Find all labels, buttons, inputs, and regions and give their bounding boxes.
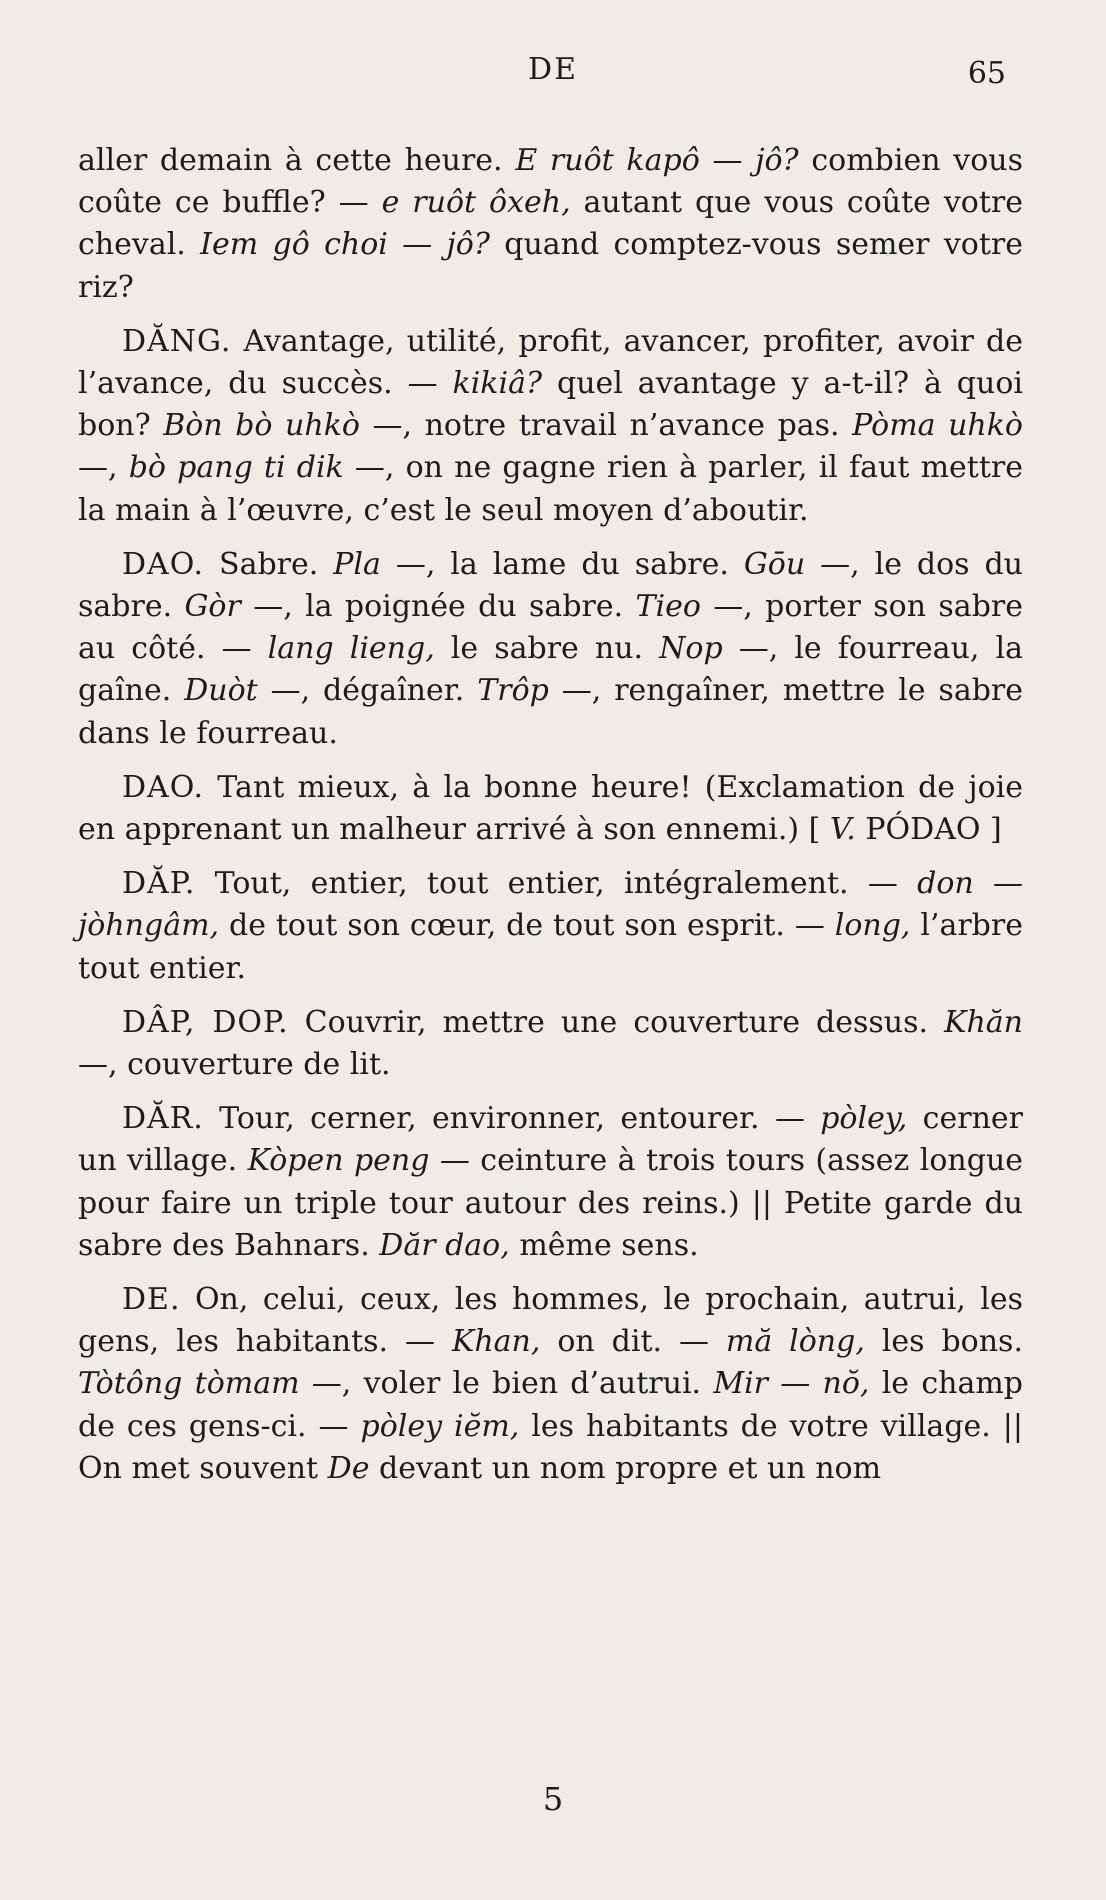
bahnar-term: lang lieng, [267, 631, 435, 667]
definition-text: PÓDAO ] [855, 812, 1002, 848]
bahnar-term: long, [834, 908, 911, 944]
bahnar-term: pòley iĕm, [360, 1408, 520, 1444]
bahnar-term: Khăn [944, 1004, 1024, 1040]
definition-text: l’arbre tout entier. [78, 908, 1023, 986]
definition-text: —, on ne gagne rien à parler, il faut mettre la main à l’œuvre, c’est le seul moyen d’aboutir. [78, 450, 1023, 528]
definition-text: Sabre. [204, 546, 334, 582]
definition-text: Couvrir, mettre une couverture dessus. [288, 1004, 945, 1040]
definition-text: Tour, cerner, environner, entourer. — [203, 1101, 821, 1137]
dictionary-entry [78, 321, 1023, 532]
definition-text: —, le fourreau, la gaîne. [78, 631, 1023, 709]
entry-headword: DĂNG. [122, 323, 232, 359]
definition-text: autant que vous coûte votre cheval. [78, 185, 1023, 263]
definition-text: —, [78, 450, 129, 486]
definition-text: de tout son cœur, de tout son esprit. — [219, 908, 835, 944]
bahnar-term: Kòpen peng [247, 1143, 430, 1179]
definition-text: —, dégaîner. [257, 673, 478, 709]
bahnar-term: Mir — nŏ, [713, 1366, 870, 1402]
bahnar-term: Tòtông tòmam [78, 1366, 300, 1402]
signature-mark: 5 [542, 1780, 564, 1818]
bahnar-term: Dăr dao, [379, 1227, 510, 1263]
dictionary-body [78, 140, 1023, 1502]
bahnar-term: mă lòng, [725, 1324, 865, 1360]
definition-text: Avantage, utilité, profit, avancer, profiter, avoir de l’avance, du succès. — [78, 323, 1023, 402]
dictionary-entry [78, 544, 1023, 755]
entry-headword: DAO. [122, 546, 205, 582]
dictionary-entry [78, 863, 1023, 990]
definition-text: cerner un village. [78, 1101, 1023, 1179]
bahnar-term: Trôp [477, 673, 549, 709]
definition-text: —, notre travail n’avance pas. [359, 408, 853, 444]
page-number: 65 [967, 56, 1006, 91]
definition-text: —, rengaîner, mettre le sabre dans le fourreau. [78, 673, 1023, 751]
bahnar-term: kikiâ? [452, 366, 543, 402]
entry-headword: DĂP. [122, 866, 196, 902]
entry-headword: DAO. [122, 769, 205, 805]
entry-headword: DE. [122, 1282, 181, 1318]
bahnar-term: pòley, [820, 1101, 908, 1137]
bahnar-term: Khan, [451, 1324, 541, 1360]
definition-text: —, la lame du sabre. [380, 546, 744, 582]
bahnar-term: V. [829, 812, 856, 848]
bahnar-term: Pòma uhkò [852, 408, 1023, 444]
definition-text: les habitants de votre village. || On met souvent [78, 1408, 1023, 1486]
definition-text: Tout, entier, tout entier, intégralement. — [195, 866, 918, 902]
definition-text: quand comptez-vous semer votre riz? [78, 227, 1023, 305]
definition-text: combien vous coûte ce buffle? — [78, 143, 1023, 221]
bahnar-term: Gōu [743, 546, 806, 582]
entry-continuation [78, 140, 1023, 309]
definition-text: aller demain à cette heure. [78, 143, 516, 178]
dictionary-entry [78, 1098, 1023, 1267]
definition-text: —, voler le bien d’autrui. [299, 1366, 714, 1402]
entry-headword: DÂP, DOP. [122, 1004, 289, 1040]
definition-text: —, la poignée du sabre. [240, 589, 636, 625]
definition-text: on dit. — [540, 1324, 726, 1360]
definition-text: —, porter son sabre au côté. — [78, 589, 1023, 667]
bahnar-term: don — jòhngâm, [78, 866, 1023, 944]
bahnar-term: Pla [333, 546, 381, 582]
bahnar-term: E ruôt kapô — jô? [515, 143, 799, 178]
definition-text: devant un nom propre et un nom [369, 1450, 882, 1486]
definition-text: —, le dos du sabre. [78, 546, 1023, 625]
definition-text: quel avantage y a-t-il? à quoi bon? [78, 366, 1023, 444]
bahnar-term: Tieo [635, 589, 701, 625]
dictionary-entry [78, 767, 1023, 851]
bahnar-term: De [327, 1450, 370, 1486]
bahnar-term: Duòt [184, 673, 258, 709]
bahnar-term: Gòr [184, 589, 241, 625]
bahnar-term: Nop [659, 631, 723, 667]
bahnar-term: e ruôt ôxeh, [381, 185, 571, 221]
definition-text: — ceinture à trois tours (assez longue pour faire un triple tour autour des reins.) || Petite garde du sabre des Bahnars. [78, 1143, 1024, 1263]
definition-text: On, celui, ceux, les hommes, le prochain, autrui, les gens, les habitants. — [78, 1282, 1023, 1360]
definition-text: —, couverture de lit. [78, 1047, 391, 1083]
definition-text: les bons. [864, 1324, 1023, 1360]
definition-text: le champ de ces gens-ci. — [78, 1366, 1023, 1444]
running-head: DE [528, 52, 578, 87]
bahnar-term: bò pang ti dik [128, 450, 344, 486]
definition-text: même sens. [509, 1227, 699, 1263]
bahnar-term: Bòn bò uhkò [163, 408, 360, 444]
entry-headword: DĂR. [122, 1101, 204, 1137]
dictionary-entry [78, 1279, 1023, 1490]
dictionary-entry [78, 1002, 1023, 1086]
definition-text: le sabre nu. [434, 631, 660, 667]
definition-text: Tant mieux, à la bonne heure! (Exclamation de joie en apprenant un malheur arrivé à son ennemi.) [ [78, 769, 1023, 848]
bahnar-term: Iem gô choi — jô? [200, 227, 490, 263]
